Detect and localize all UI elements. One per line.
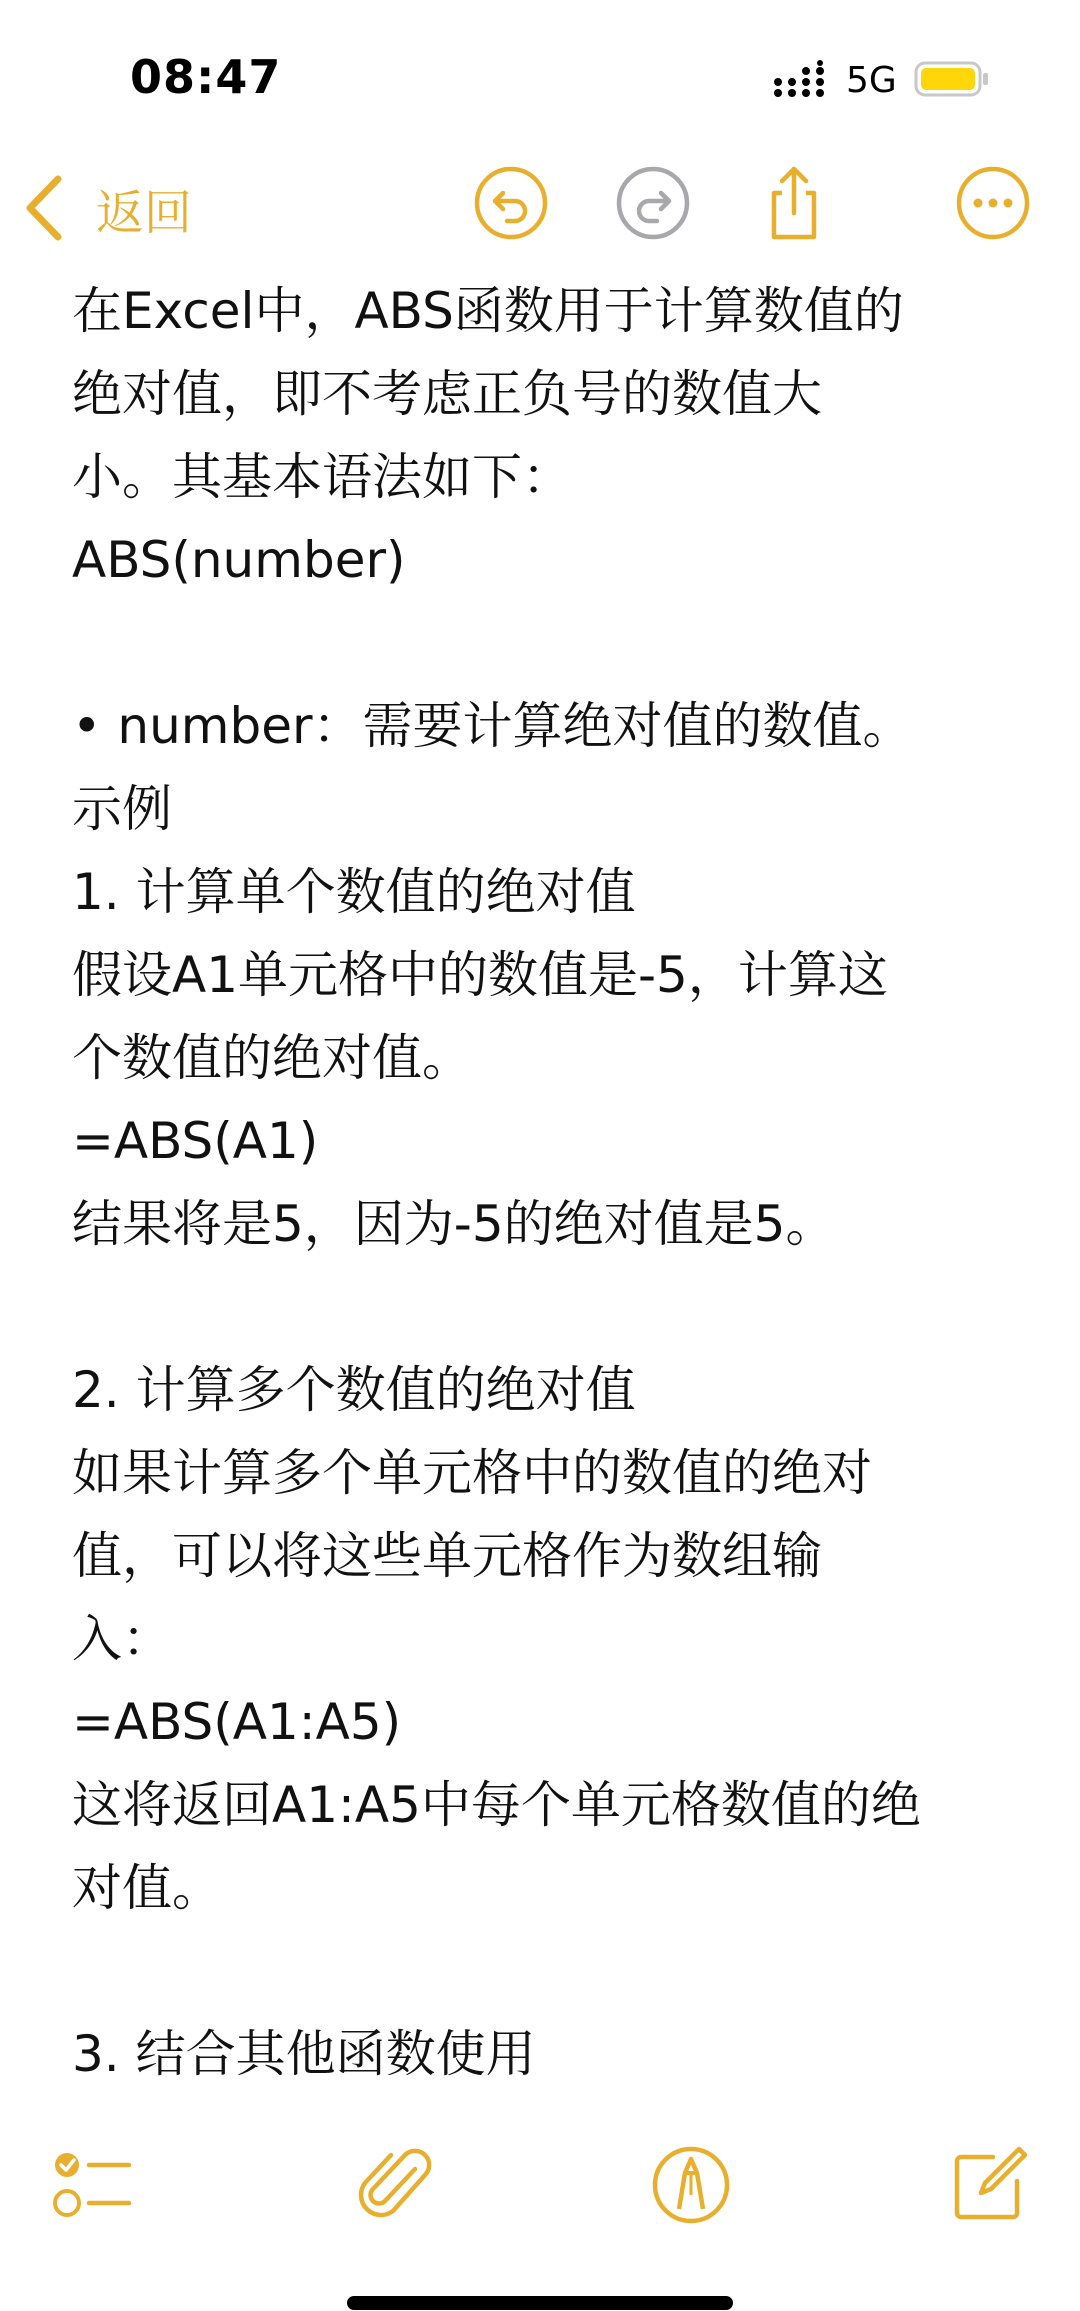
battery-icon [914, 60, 990, 98]
note-line: 绝对值，即不考虑正负号的数值大 [72, 365, 822, 423]
note-line: 假设A1单元格中的数值是-5，计算这 [72, 946, 888, 1004]
back-button[interactable] [20, 168, 192, 248]
note-line: 对值。 [72, 1859, 222, 1917]
note-line: 小。其基本语法如下： [72, 448, 572, 506]
note-line: • number：需要计算绝对值的数值。 [72, 697, 913, 755]
note-line: 1. 计算单个数值的绝对值 [72, 863, 636, 921]
note-line: ABS(number) [72, 531, 406, 589]
compose-icon [947, 2143, 1031, 2227]
note-line: 在Excel中，ABS函数用于计算数值的 [72, 282, 904, 340]
paperclip-icon [353, 2143, 437, 2227]
more-button[interactable] [948, 158, 1038, 248]
ellipsis-circle-icon [953, 163, 1033, 243]
note-line: 3. 结合其他函数使用 [72, 2025, 536, 2083]
markup-pen-icon [649, 2143, 733, 2227]
note-line: =ABS(A1:A5) [72, 1693, 402, 1751]
attach-button[interactable] [350, 2140, 440, 2230]
note-line [72, 602, 1022, 685]
bottom-toolbar [0, 2110, 1080, 2260]
nav-bar [0, 150, 1080, 270]
note-line [72, 1266, 1022, 1349]
note-line: 个数值的绝对值。 [72, 1029, 472, 1087]
network-type: 5G [846, 60, 897, 101]
cellular-signal-icon [773, 60, 829, 100]
note-line: =ABS(A1) [72, 1112, 319, 1170]
chevron-left-icon [20, 173, 68, 243]
note-line: 入： [72, 1610, 172, 1668]
checklist-button[interactable] [46, 2140, 136, 2230]
status-time: 08:47 [130, 50, 282, 104]
redo-button[interactable] [608, 158, 698, 248]
compose-button[interactable] [944, 2140, 1034, 2230]
note-line: 2. 计算多个数值的绝对值 [72, 1361, 636, 1419]
note-line [72, 1930, 1022, 2013]
home-indicator [347, 2296, 733, 2310]
checklist-icon [49, 2143, 133, 2227]
undo-icon [471, 163, 551, 243]
note-line: 值，可以将这些单元格作为数组输 [72, 1527, 822, 1585]
note-body[interactable] [72, 270, 1022, 2110]
note-line: 如果计算多个单元格中的数值的绝对 [72, 1444, 872, 1502]
note-line: 结果将是5，因为-5的绝对值是5。 [72, 1195, 836, 1253]
share-icon [754, 163, 834, 243]
undo-button[interactable] [466, 158, 556, 248]
redo-icon [613, 163, 693, 243]
share-button[interactable] [749, 158, 839, 248]
note-line: 这将返回A1:A5中每个单元格数值的绝 [72, 1776, 921, 1834]
note-line: 示例 [72, 780, 172, 838]
status-bar [0, 0, 1080, 150]
back-label: 返回 [96, 184, 193, 241]
markup-button[interactable] [646, 2140, 736, 2230]
